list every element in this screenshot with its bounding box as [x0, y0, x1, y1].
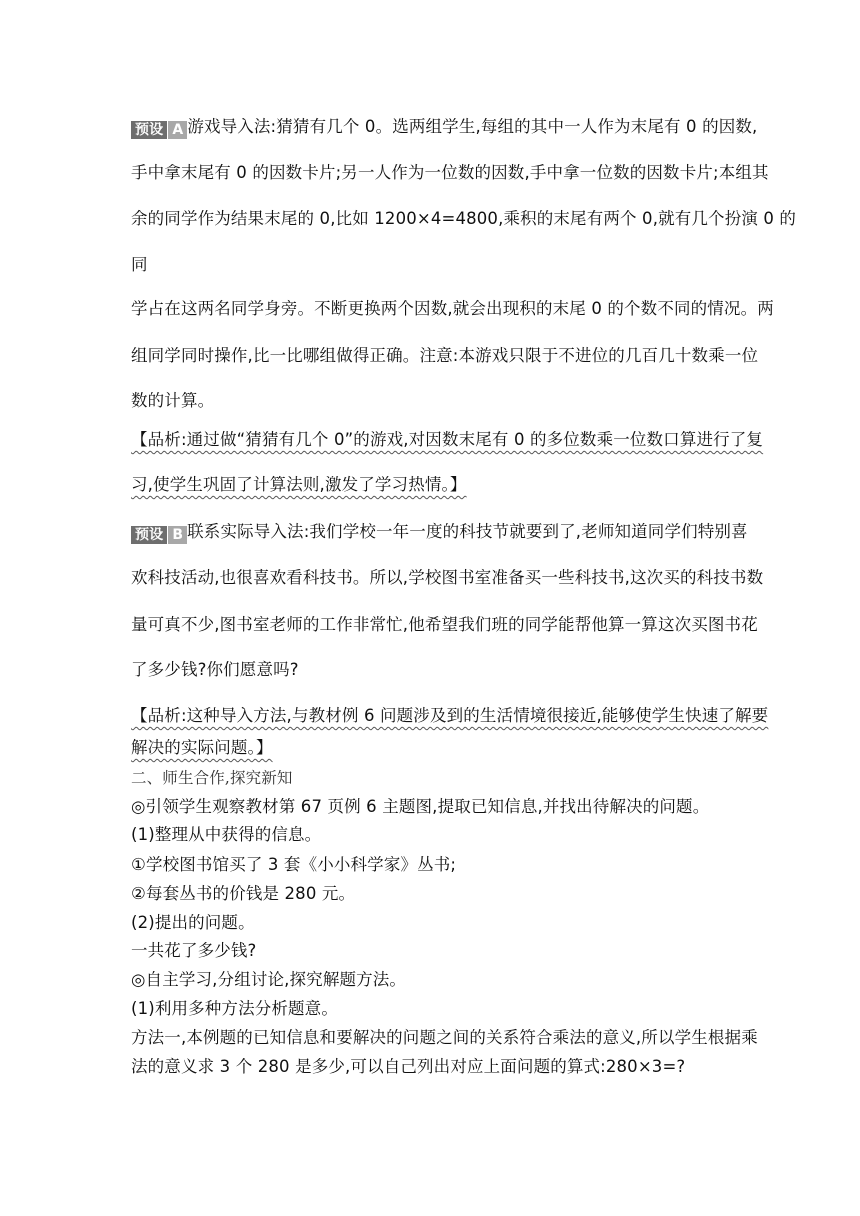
- preset-a-line-6: 组同学同时操作,比一比哪组做得正确。注意:本游戏只限于不进位的几百几十数乘一位: [131, 346, 759, 365]
- preset-a-line-4: 同: [131, 255, 148, 274]
- analysis-text: 习,使学生巩固了计算法则,激发了学习热情。】: [131, 475, 467, 494]
- section-line-9: 方法一,本例题的已知信息和要解决的问题之间的关系符合乘法的意义,所以学生根据乘: [131, 1028, 758, 1047]
- section-line-4: ②每套丛书的价钱是 280 元。: [131, 884, 356, 903]
- section-line-6: 一共花了多少钱?: [131, 941, 257, 960]
- analysis-a-line-2: [131, 474, 467, 496]
- section-line-3: ①学校图书馆买了 3 套《小小科学家》丛书;: [131, 855, 457, 874]
- analysis-text: 【品析:通过做“猜猜有几个 0”的游戏,对因数末尾有 0 的多位数乘一位数口算进行了复: [131, 430, 764, 449]
- preset-tag-prefix: 预设: [131, 121, 167, 139]
- section-line-1: ◎引领学生观察教材第 67 页例 6 主题图,提取已知信息,并找出待解决的问题。: [131, 797, 710, 816]
- section-heading: 二、师生合作,探究新知: [131, 769, 293, 787]
- preset-tag-prefix: 预设: [131, 526, 167, 544]
- section-line-2: (1)整理从中获得的信息。: [131, 825, 322, 844]
- preset-tag-letter: B: [168, 526, 187, 544]
- preset-a-line-5: 学占在这两名同学身旁。不断更换两个因数,就会出现积的末尾 0 的个数不同的情况。两: [131, 299, 774, 318]
- preset-b-line-1: [131, 521, 748, 544]
- preset-a-tag: [131, 121, 187, 139]
- section-line-5: (2)提出的问题。: [131, 913, 255, 932]
- preset-b-line-4: 了多少钱?你们愿意吗?: [131, 660, 299, 679]
- preset-a-line-1: [131, 116, 757, 139]
- paragraph-text: 游戏导入法:猜猜有几个 0。选两组学生,每组的其中一人作为末尾有 0 的因数,: [187, 117, 758, 136]
- preset-b-line-2: 欢科技活动,也很喜欢看科技书。所以,学校图书室准备买一些科技书,这次买的科技书数: [131, 568, 764, 587]
- preset-b-tag: [131, 526, 187, 544]
- preset-b-line-3: 量可真不少,图书室老师的工作非常忙,他希望我们班的同学能帮他算一算这次买图书花: [131, 615, 758, 634]
- analysis-b-line-2: [131, 737, 273, 759]
- section-line-7: ◎自主学习,分组讨论,探究解题方法。: [131, 970, 407, 989]
- analysis-text: 【品析:这种导入方法,与教材例 6 问题涉及到的生活情境很接近,能够使学生快速了解要: [131, 706, 769, 725]
- section-line-8: (1)利用多种方法分析题意。: [131, 999, 338, 1018]
- preset-tag-letter: A: [168, 121, 187, 139]
- analysis-a-line-1: [131, 429, 763, 451]
- analysis-b-line-1: [131, 705, 768, 727]
- paragraph-text: 联系实际导入法:我们学校一年一度的科技节就要到了,老师知道同学们特别喜: [187, 522, 748, 541]
- analysis-text: 解决的实际问题。】: [131, 738, 273, 757]
- preset-a-line-2: 手中拿末尾有 0 的因数卡片;另一人作为一位数的因数,手中拿一位数的因数卡片;本组其: [131, 163, 769, 182]
- section-line-10: 法的意义求 3 个 280 是多少,可以自己列出对应上面问题的算式:280×3=?: [131, 1057, 686, 1076]
- preset-a-line-3: 余的同学作为结果末尾的 0,比如 1200×4=4800,乘积的末尾有两个 0,就有几个扮演 0 的: [131, 209, 797, 228]
- preset-a-line-7: 数的计算。: [131, 391, 215, 410]
